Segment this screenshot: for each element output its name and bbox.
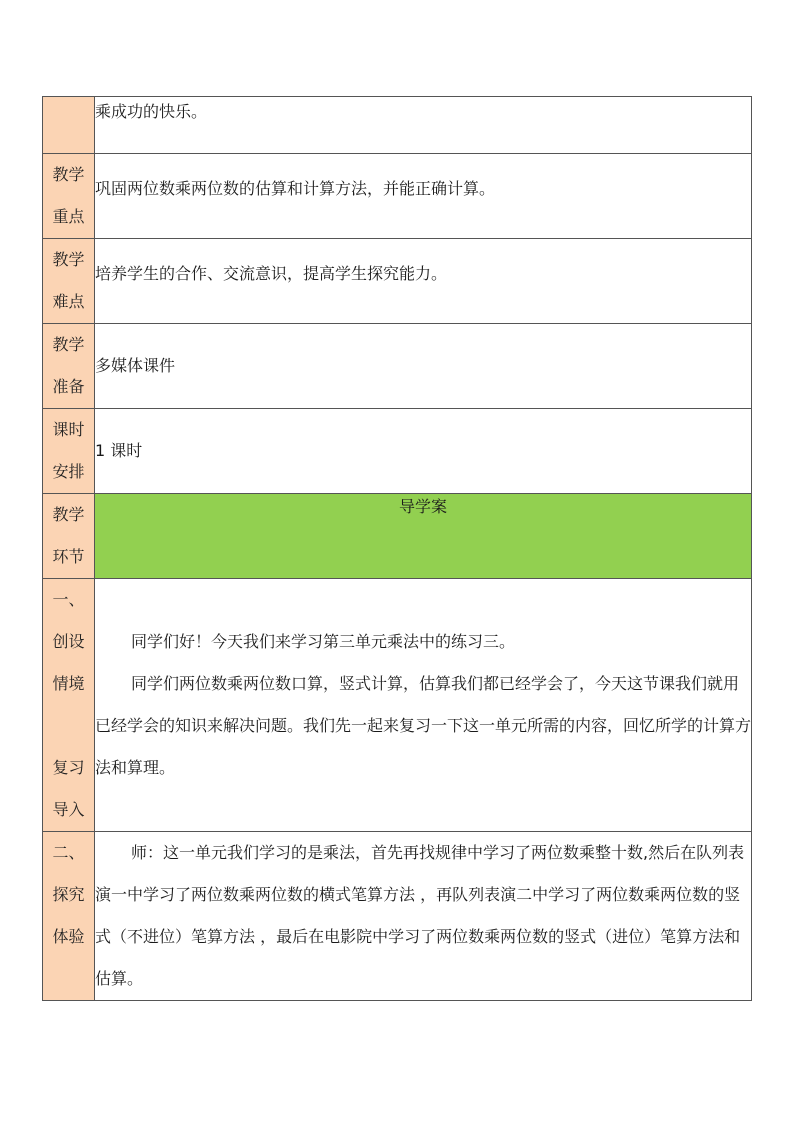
section-one-paragraph: 同学们两位数乘两位数口算，竖式计算，估算我们都已经学会了，今天这节课我们就用已经学会的知识来解决问题。我们先一起来复习一下这一单元所需的内容，回忆所学的计算方法和算理。 <box>95 674 752 777</box>
row-label-section-two <box>43 832 95 1001</box>
label-line: 教学 <box>52 165 85 184</box>
label-line: 教学 <box>52 505 85 524</box>
table-row <box>43 494 752 579</box>
table-row <box>43 97 752 154</box>
label-line: 课时 <box>52 420 85 439</box>
label-line: 一、 <box>52 590 85 609</box>
label-line: 体验 <box>52 927 85 946</box>
label-line: 教学 <box>52 250 85 269</box>
label-line: 安排 <box>52 462 85 481</box>
schedule-cell <box>95 409 752 494</box>
preparation-cell <box>95 324 752 409</box>
section-one-paragraph: 同学们好！今天我们来学习第三单元乘法中的练习三。 <box>131 632 516 651</box>
lesson-plan-table <box>42 96 752 1001</box>
row-label-difficulties <box>43 239 95 324</box>
label-line: 情境 <box>52 674 85 693</box>
stage-banner-text: 导学案 <box>398 497 447 516</box>
section-one-cell <box>95 579 752 832</box>
difficulties-cell <box>95 239 752 324</box>
table-row <box>43 324 752 409</box>
section-two-cell <box>95 832 752 1001</box>
row-label-blank <box>43 97 95 154</box>
label-line: 复习 <box>52 758 85 777</box>
label-line: 教学 <box>52 335 85 354</box>
table-row <box>43 832 752 1001</box>
section-two-paragraph: 师：这一单元我们学习的是乘法，首先再找规律中学习了两位数乘整十数,然后在队列表演一中学习了两位数乘两位数的横式笔算方法 ，再队列表演二中学习了两位数乘两位数的竖式（不进位）笔算方法 ，最后在电影院中学习了两位数乘两位数的竖式（进位）笔算方法和估算。 <box>95 843 745 988</box>
key-points-text: 巩固两位数乘两位数的估算和计算方法，并能正确计算。 <box>95 179 496 198</box>
row-label-schedule <box>43 409 95 494</box>
preparation-text: 多媒体课件 <box>95 356 176 375</box>
stage-banner <box>95 494 752 579</box>
key-points-cell <box>95 154 752 239</box>
table-row <box>43 409 752 494</box>
row-label-preparation <box>43 324 95 409</box>
row-label-key-points <box>43 154 95 239</box>
label-line: 重点 <box>52 207 85 226</box>
label-line: 准备 <box>52 377 85 396</box>
label-line: 二、 <box>52 843 85 862</box>
label-line: 环节 <box>52 547 85 566</box>
goal-tail-cell <box>95 97 752 154</box>
schedule-text: 1 课时 <box>95 441 143 460</box>
row-label-section-one <box>43 579 95 832</box>
label-line: 探究 <box>52 885 85 904</box>
label-line: 难点 <box>52 292 85 311</box>
difficulties-text: 培养学生的合作、交流意识，提高学生探究能力。 <box>95 264 448 283</box>
goal-tail-text: 乘成功的快乐。 <box>95 102 208 121</box>
table-row <box>43 579 752 832</box>
table-row <box>43 154 752 239</box>
label-line: 创设 <box>52 632 85 651</box>
table-row <box>43 239 752 324</box>
label-spacer <box>43 705 94 747</box>
row-label-stage <box>43 494 95 579</box>
label-line: 导入 <box>52 800 85 819</box>
